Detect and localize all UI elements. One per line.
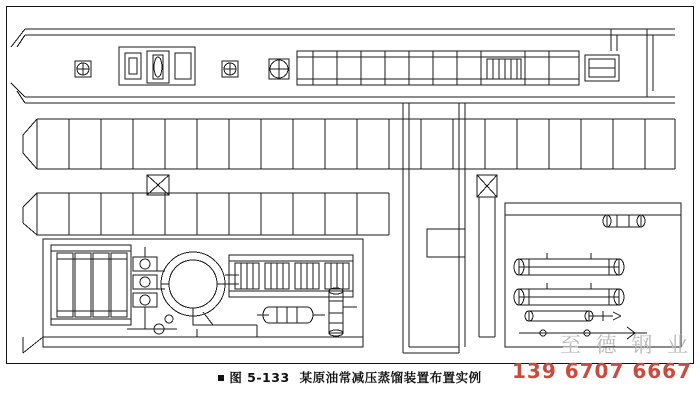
left-boundary — [23, 337, 43, 353]
right-pipe-runs — [519, 327, 647, 339]
top-left-building — [119, 47, 195, 85]
third-band-plots — [23, 193, 389, 235]
right-vertical-road-lower — [479, 197, 495, 337]
exchanger-bay — [51, 245, 131, 325]
furnace-unit — [161, 252, 225, 316]
cross-marker-left — [147, 175, 169, 195]
caption-marker-icon — [218, 375, 224, 381]
top-road-manholes — [75, 59, 289, 79]
second-band-plots — [23, 119, 675, 169]
watermark-phone: 139 6707 6667 — [511, 359, 692, 383]
horizontal-vessel-1 — [514, 253, 624, 275]
top-right-block — [585, 55, 619, 81]
horizontal-vessel-3 — [525, 311, 621, 321]
caption-title: 某原油常减压蒸馏装置布置实例 — [299, 370, 482, 385]
right-small-unit — [603, 215, 645, 227]
caption-number: 图 5-133 — [229, 370, 290, 385]
top-pipe-rack — [297, 51, 579, 85]
center-vertical-road — [403, 103, 465, 353]
figure-frame — [6, 6, 694, 364]
top-road-band — [11, 29, 675, 103]
cross-marker-center — [477, 175, 497, 197]
watermark-brand: 至 德 钢 业 — [559, 332, 692, 357]
figure-caption — [0, 368, 700, 386]
horizontal-vessel-2 — [514, 283, 624, 305]
process-connections — [43, 325, 363, 337]
right-vertical-road-top — [611, 29, 653, 97]
plot-plan-drawing — [7, 7, 693, 363]
horizontal-vessel-center — [257, 307, 325, 323]
